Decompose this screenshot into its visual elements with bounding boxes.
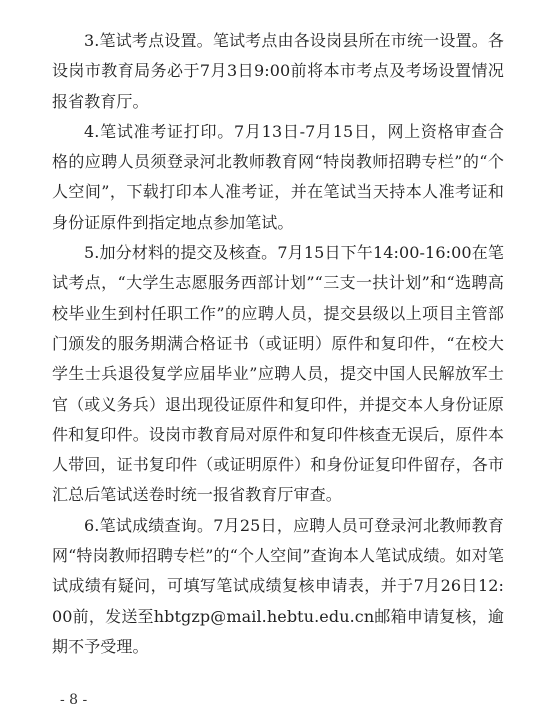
document-body [52, 26, 504, 662]
paragraph-bonus-materials-review: 5.加分材料的提交及核查。7月15日下午14:00-16:00在笔试考点，“大学生志愿服务西部计划”“三支一扶计划”和“选聘高校毕业生到村任职工作”的应聘人员，提交县级以上项目主管部门颁发的服务期满合格证书（或证明）原件和复印件，“在校大学生士兵退役复学应届毕业”应聘人员，提交中国人民解放军士官（或义务兵）退出现役证原件和复印件，并提交本人身份证原件和复印件。设岗市教育局对原件和复印件核查无误后，原件本人带回，证书复印件（或证明原件）和身份证复印件留存，各市汇总后笔试送卷时统一报省教育厅审查。 [52, 243, 504, 505]
page-number: - 8 - [60, 692, 88, 708]
paragraph-admission-ticket-printing: 4.笔试准考证打印。7月13日-7月15日，网上资格审查合格的应聘人员须登录河北教师教育网“特岗教师招聘专栏”的“个人空间”，下载打印本人准考证，并在笔试当天持本人准考证和身份证原件到指定地点参加笔试。 [52, 121, 504, 232]
paragraph-exam-site-setup: 3.笔试考点设置。笔试考点由各设岗县所在市统一设置。各设岗市教育局务必于7月3日9:00前将本市考点及考场设置情况报省教育厅。 [52, 31, 504, 111]
paragraph-score-inquiry: 6.笔试成绩查询。7月25日，应聘人员可登录河北教师教育网“特岗教师招聘专栏”的“个人空间”查询本人笔试成绩。如对笔试成绩有疑问，可填写笔试成绩复核申请表，并于7月26日12:00前，发送至hbtgzp@mail.hebtu.edu.cn邮箱申请复核，逾期不予受理。 [52, 515, 504, 656]
